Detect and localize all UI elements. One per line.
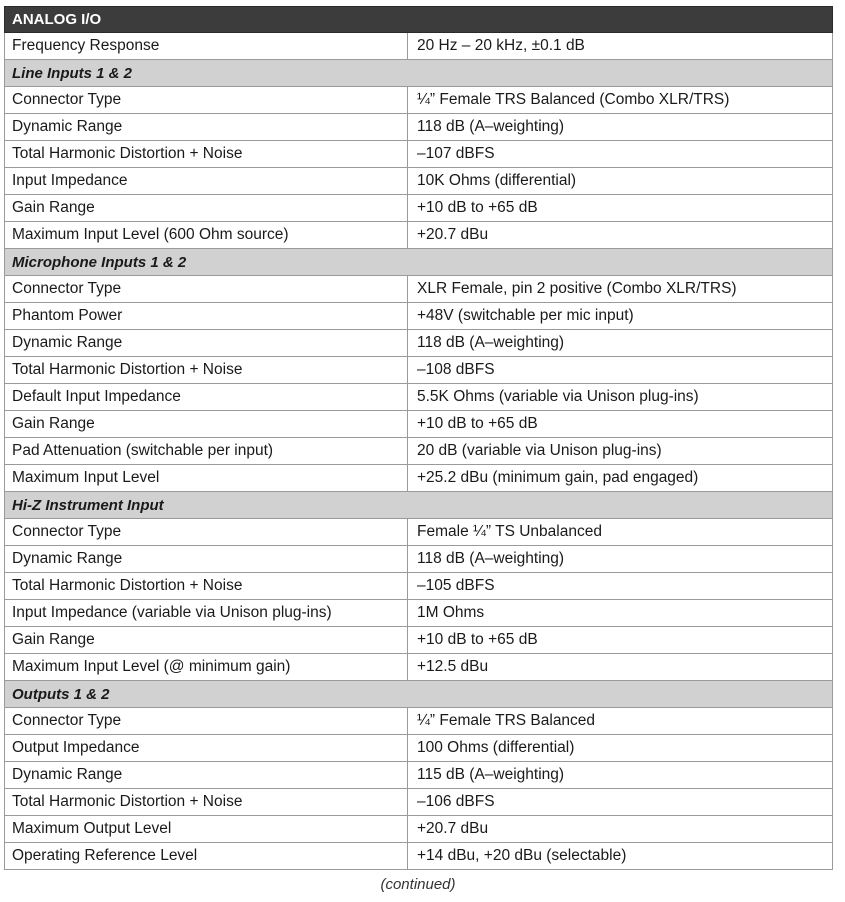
spec-label: Total Harmonic Distortion + Noise — [5, 357, 408, 384]
spec-label: Connector Type — [5, 276, 408, 303]
section-title: Outputs 1 & 2 — [5, 681, 833, 708]
spec-label: Frequency Response — [5, 33, 408, 60]
spec-row — [5, 519, 833, 546]
spec-label: Gain Range — [5, 411, 408, 438]
spec-row — [5, 465, 833, 492]
table-title-row — [5, 7, 833, 33]
spec-label: Dynamic Range — [5, 330, 408, 357]
spec-value: –108 dBFS — [408, 357, 833, 384]
spec-label: Input Impedance — [5, 168, 408, 195]
spec-row — [5, 600, 833, 627]
spec-value: +10 dB to +65 dB — [408, 411, 833, 438]
spec-row — [5, 654, 833, 681]
spec-row — [5, 114, 833, 141]
spec-value: 20 Hz – 20 kHz, ±0.1 dB — [408, 33, 833, 60]
spec-label: Total Harmonic Distortion + Noise — [5, 141, 408, 168]
spec-label: Total Harmonic Distortion + Noise — [5, 789, 408, 816]
spec-value: 20 dB (variable via Unison plug-ins) — [408, 438, 833, 465]
section-header-row — [5, 60, 833, 87]
spec-row — [5, 843, 833, 870]
spec-label: Gain Range — [5, 627, 408, 654]
spec-value: XLR Female, pin 2 positive (Combo XLR/TRS) — [408, 276, 833, 303]
spec-row — [5, 303, 833, 330]
section-title: Hi-Z Instrument Input — [5, 492, 833, 519]
spec-value: –106 dBFS — [408, 789, 833, 816]
spec-value: 118 dB (A–weighting) — [408, 114, 833, 141]
spec-row — [5, 276, 833, 303]
spec-label: Connector Type — [5, 87, 408, 114]
spec-value: 10K Ohms (differential) — [408, 168, 833, 195]
spec-sheet — [4, 6, 832, 870]
spec-row — [5, 195, 833, 222]
section-header-row — [5, 492, 833, 519]
spec-value: –105 dBFS — [408, 573, 833, 600]
spec-value: +10 dB to +65 dB — [408, 627, 833, 654]
spec-row — [5, 168, 833, 195]
spec-value: +48V (switchable per mic input) — [408, 303, 833, 330]
spec-label: Maximum Input Level (@ minimum gain) — [5, 654, 408, 681]
spec-label: Maximum Input Level (600 Ohm source) — [5, 222, 408, 249]
spec-value: 118 dB (A–weighting) — [408, 546, 833, 573]
spec-row — [5, 411, 833, 438]
spec-row — [5, 708, 833, 735]
spec-label: Total Harmonic Distortion + Noise — [5, 573, 408, 600]
spec-value: ¼” Female TRS Balanced (Combo XLR/TRS) — [408, 87, 833, 114]
spec-value: +25.2 dBu (minimum gain, pad engaged) — [408, 465, 833, 492]
spec-row — [5, 330, 833, 357]
spec-row — [5, 222, 833, 249]
spec-value: Female ¼” TS Unbalanced — [408, 519, 833, 546]
spec-label: Connector Type — [5, 708, 408, 735]
spec-row — [5, 573, 833, 600]
section-title: Microphone Inputs 1 & 2 — [5, 249, 833, 276]
spec-row — [5, 546, 833, 573]
spec-row — [5, 627, 833, 654]
spec-label: Default Input Impedance — [5, 384, 408, 411]
spec-row — [5, 438, 833, 465]
analog-io-table — [4, 6, 833, 870]
spec-value: +12.5 dBu — [408, 654, 833, 681]
spec-row — [5, 87, 833, 114]
spec-row — [5, 789, 833, 816]
spec-value: 5.5K Ohms (variable via Unison plug-ins) — [408, 384, 833, 411]
continued-note: (continued) — [380, 876, 456, 893]
spec-label: Operating Reference Level — [5, 843, 408, 870]
spec-row — [5, 762, 833, 789]
spec-value: –107 dBFS — [408, 141, 833, 168]
spec-row — [5, 735, 833, 762]
spec-value: +20.7 dBu — [408, 816, 833, 843]
spec-label: Dynamic Range — [5, 114, 408, 141]
spec-value: 1M Ohms — [408, 600, 833, 627]
spec-value: +10 dB to +65 dB — [408, 195, 833, 222]
spec-label: Gain Range — [5, 195, 408, 222]
spec-row — [5, 384, 833, 411]
table-title: ANALOG I/O — [5, 7, 833, 33]
spec-value: 118 dB (A–weighting) — [408, 330, 833, 357]
spec-label: Dynamic Range — [5, 762, 408, 789]
spec-label: Connector Type — [5, 519, 408, 546]
spec-row — [5, 357, 833, 384]
spec-value: 115 dB (A–weighting) — [408, 762, 833, 789]
section-title: Line Inputs 1 & 2 — [5, 60, 833, 87]
spec-label: Pad Attenuation (switchable per input) — [5, 438, 408, 465]
spec-label: Output Impedance — [5, 735, 408, 762]
spec-row — [5, 816, 833, 843]
spec-row — [5, 141, 833, 168]
spec-value: 100 Ohms (differential) — [408, 735, 833, 762]
section-header-row — [5, 249, 833, 276]
section-header-row — [5, 681, 833, 708]
spec-label: Input Impedance (variable via Unison plug-ins) — [5, 600, 408, 627]
spec-value: +20.7 dBu — [408, 222, 833, 249]
spec-label: Dynamic Range — [5, 546, 408, 573]
spec-value: +14 dBu, +20 dBu (selectable) — [408, 843, 833, 870]
spec-label: Phantom Power — [5, 303, 408, 330]
spec-value: ¼” Female TRS Balanced — [408, 708, 833, 735]
spec-row-frequency-response — [5, 33, 833, 60]
spec-label: Maximum Input Level — [5, 465, 408, 492]
spec-label: Maximum Output Level — [5, 816, 408, 843]
